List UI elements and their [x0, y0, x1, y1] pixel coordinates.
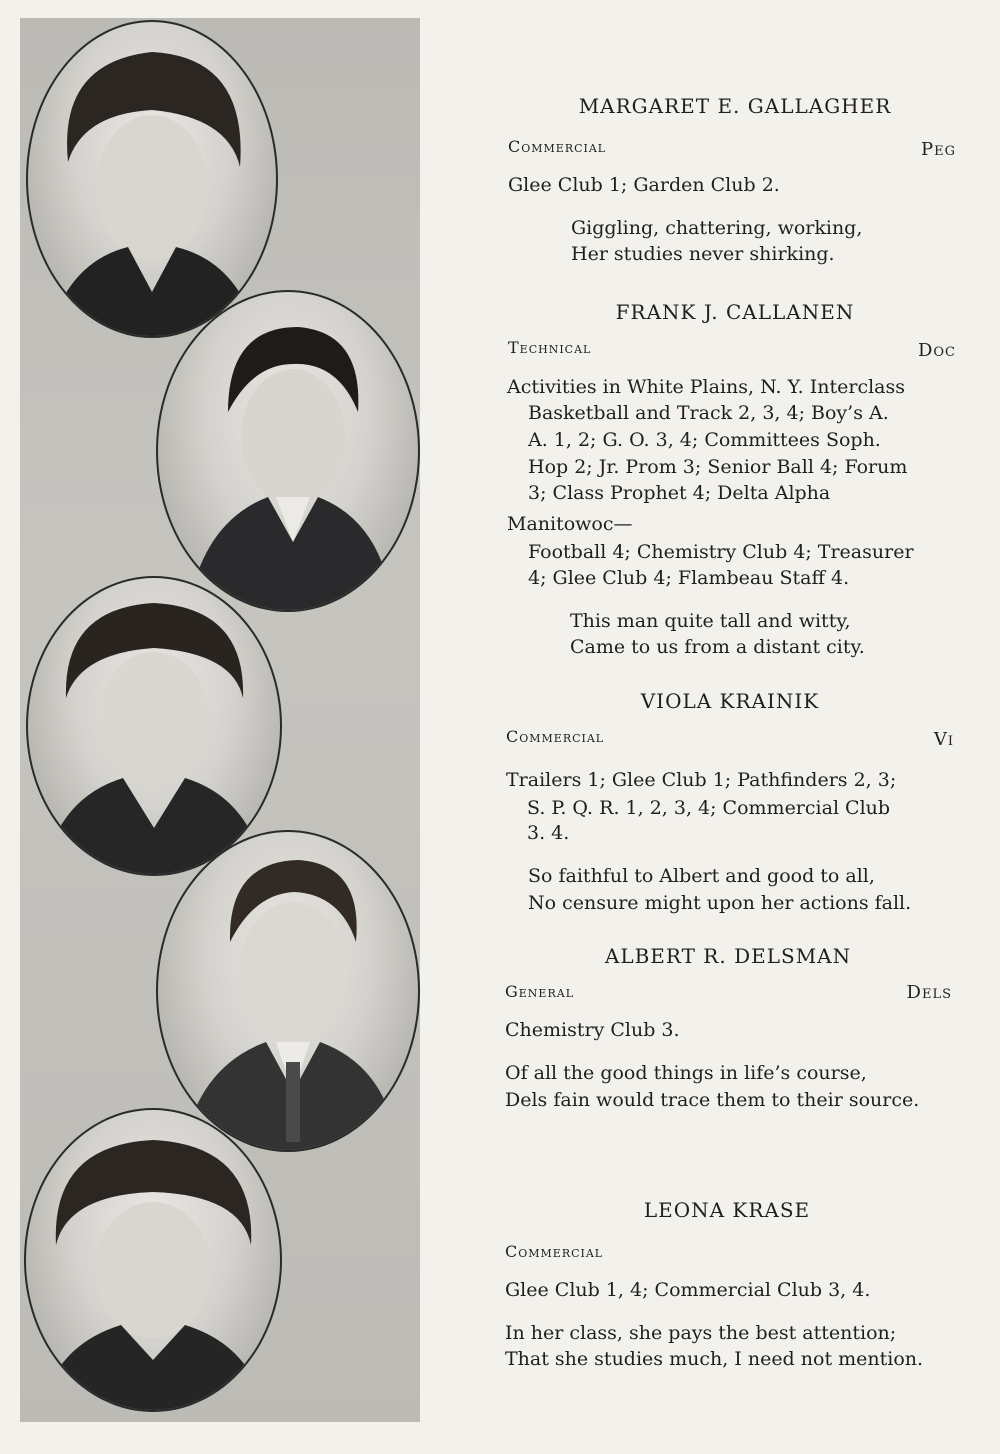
portrait-leona-krase [24, 1108, 282, 1412]
course-label: General [505, 982, 574, 1001]
portrait-albert-delsman [156, 830, 420, 1152]
activities-line: S. P. Q. R. 1, 2, 3, 4; Commercial Club [527, 797, 891, 819]
student-name: VIOLA KRAINIK [640, 689, 820, 713]
course-label: Technical [508, 338, 592, 357]
activities-line: A. 1, 2; G. O. 3, 4; Committees Soph. [528, 429, 881, 451]
student-name: LEONA KRASE [643, 1198, 811, 1222]
student-name: ALBERT R. DELSMAN [604, 944, 852, 968]
course-label: Commercial [505, 1242, 604, 1261]
verse-line: Her studies never shirking. [571, 243, 835, 265]
verse-line: Of all the good things in life’s course, [505, 1062, 867, 1084]
nickname: Doc [917, 340, 956, 361]
activities-line: Basketball and Track 2, 3, 4; Boy’s A. [528, 402, 889, 424]
student-name: FRANK J. CALLANEN [615, 300, 855, 324]
verse-line: In her class, she pays the best attention; [505, 1322, 897, 1344]
activities-line: Trailers 1; Glee Club 1; Pathfinders 2, 3; [506, 769, 897, 791]
activities-line: Activities in White Plains, N. Y. Interclass [507, 376, 905, 398]
activities-line: Glee Club 1; Garden Club 2. [508, 174, 780, 196]
activities-line: Glee Club 1, 4; Commercial Club 3, 4. [505, 1279, 871, 1301]
activities-line: Manitowoc— [507, 513, 633, 535]
verse-line: No censure might upon her actions fall. [528, 892, 912, 914]
portrait-frank-callanen [156, 290, 420, 612]
course-label: Commercial [508, 137, 607, 156]
verse-line: So faithful to Albert and good to all, [528, 865, 875, 887]
verse-line: This man quite tall and witty, [570, 610, 851, 632]
student-name: MARGARET E. GALLAGHER [578, 94, 892, 118]
activities-line: 4; Glee Club 4; Flambeau Staff 4. [528, 567, 850, 589]
verse-line: Came to us from a distant city. [570, 636, 865, 658]
verse-line: Giggling, chattering, working, [571, 217, 863, 239]
photo-panel [20, 18, 420, 1422]
portrait-viola-krainik [26, 576, 282, 876]
activities-line: Hop 2; Jr. Prom 3; Senior Ball 4; Forum [528, 456, 908, 478]
verse-line: Dels fain would trace them to their source. [505, 1089, 920, 1111]
activities-line: 3. 4. [527, 822, 570, 844]
activities-line: Chemistry Club 3. [505, 1019, 680, 1041]
nickname: Vi [933, 729, 954, 750]
verse-line: That she studies much, I need not mention. [505, 1348, 924, 1370]
nickname: Peg [921, 139, 956, 160]
course-label: Commercial [506, 727, 605, 746]
portrait-margaret-gallagher [26, 20, 278, 338]
nickname: Dels [906, 982, 952, 1003]
activities-line: Football 4; Chemistry Club 4; Treasurer [528, 541, 914, 563]
activities-line: 3; Class Prophet 4; Delta Alpha [528, 482, 831, 504]
